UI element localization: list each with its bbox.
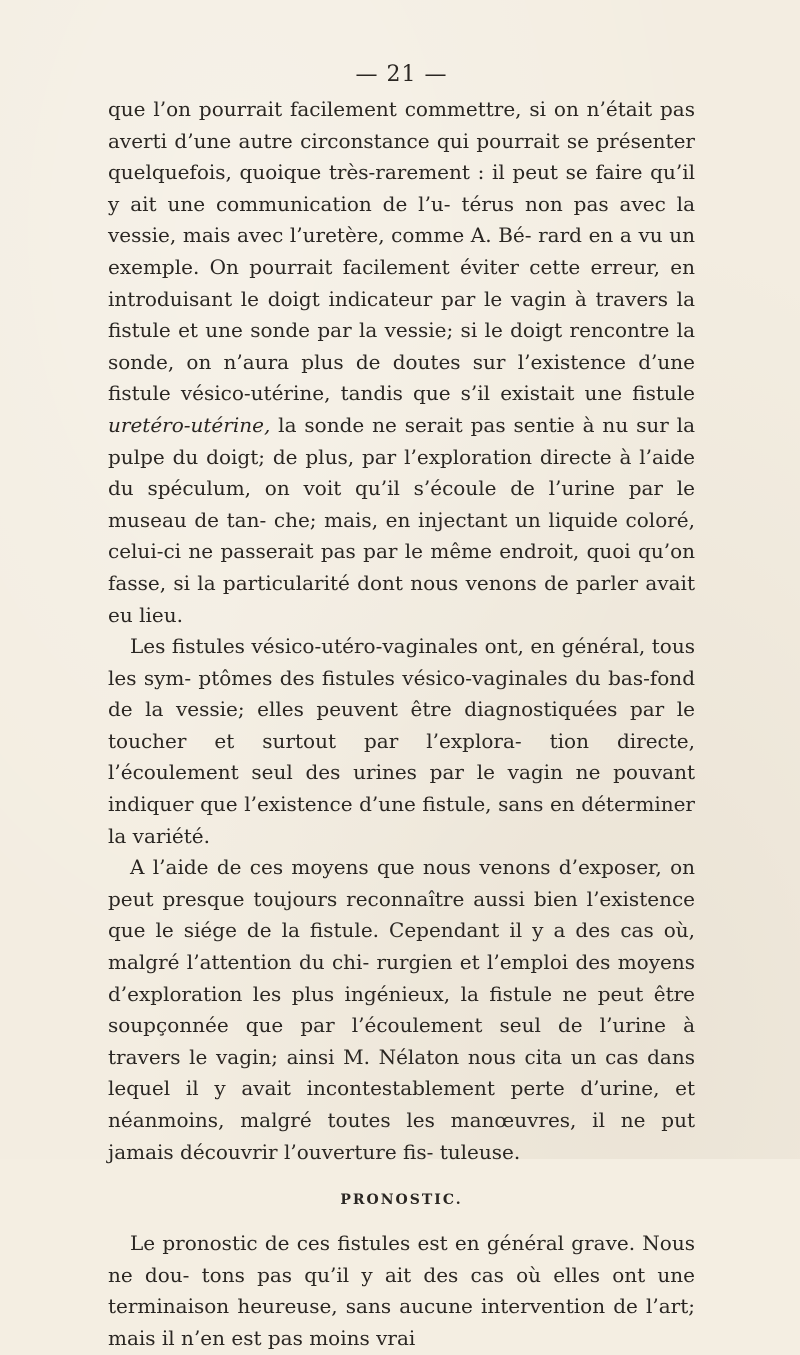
paragraph-1-text-end: la sonde ne serait pas sentie à nu sur la pulpe du doigt; de plus, par l’exploration directe à l’aide du spéculum, on voit qu’il s’écoule de l’urine par le museau de tan- che; mais, en injectant un liquide coloré, celui-ci ne passerait pas par le même endroit, quoi qu’on fasse, si la particularité dont nous venons de parler avait eu lieu. [108,412,695,627]
paragraph-1 [108,94,695,631]
paragraph-1-italic-term: uretéro-utérine, [108,412,271,437]
paragraph-4: Le pronostic de ces fistules est en général grave. Nous ne dou- tons pas qu’il y ait des cas où elles ont une terminaison heureuse, sans aucune intervention de l’art; mais il n’en est pas moins vrai [108,1231,695,1350]
paragraph-2: Les fistules vésico-utéro-vaginales ont, en général, tous les sym- ptômes des fistules vésico-vaginales du bas-fond de la vessie; elles peuvent être diagnostiquées par le toucher et surtout par l’explora- tion directe, l’écoulement seul des urines par le vagin ne pouvant indiquer que l’existence d’une fistule, sans en déterminer la variété. [108,634,695,848]
paragraph-1-text-start: que l’on pourrait facilement commettre, si on n’était pas averti d’une autre circonstance qui pourrait se présenter quelquefois, quoique très-rarement : il peut se faire qu’il y ait une communication de l’u- térus non pas avec la vessie, mais avec l’uretère, comme A. Bé- rard en a vu un exemple. On pourrait facilement éviter cette erreur, en introduisant le doigt indicateur par le vagin à travers la fistule et une sonde par la vessie; si le doigt rencontre la sonde, on n’aura plus de doutes sur l’existence d’une fistule vésico-utérine, tandis que s’il existait une fistule [108,97,695,406]
section-heading: PRONOSTIC. [340,1192,463,1209]
page-number: — 21 — [355,62,448,87]
paragraph-3: A l’aide de ces moyens que nous venons d’exposer, on peut presque toujours reconnaître aussi bien l’existence que le siége de la fistule. Cependant il y a des cas où, malgré l’attention du chi- rurgien et l’emploi des moyens d’exploration les plus ingénieux, la fistule ne peut être soupçonnée que par l’écoulement seul de l’urine à travers le vagin; ainsi M. Nélaton nous cita un cas dans lequel il y avait incontestablement perte d’urine, et néanmoins, malgré toutes les manœuvres, il ne put jamais découvrir l’ouverture fis- tuleuse. [108,855,695,1164]
